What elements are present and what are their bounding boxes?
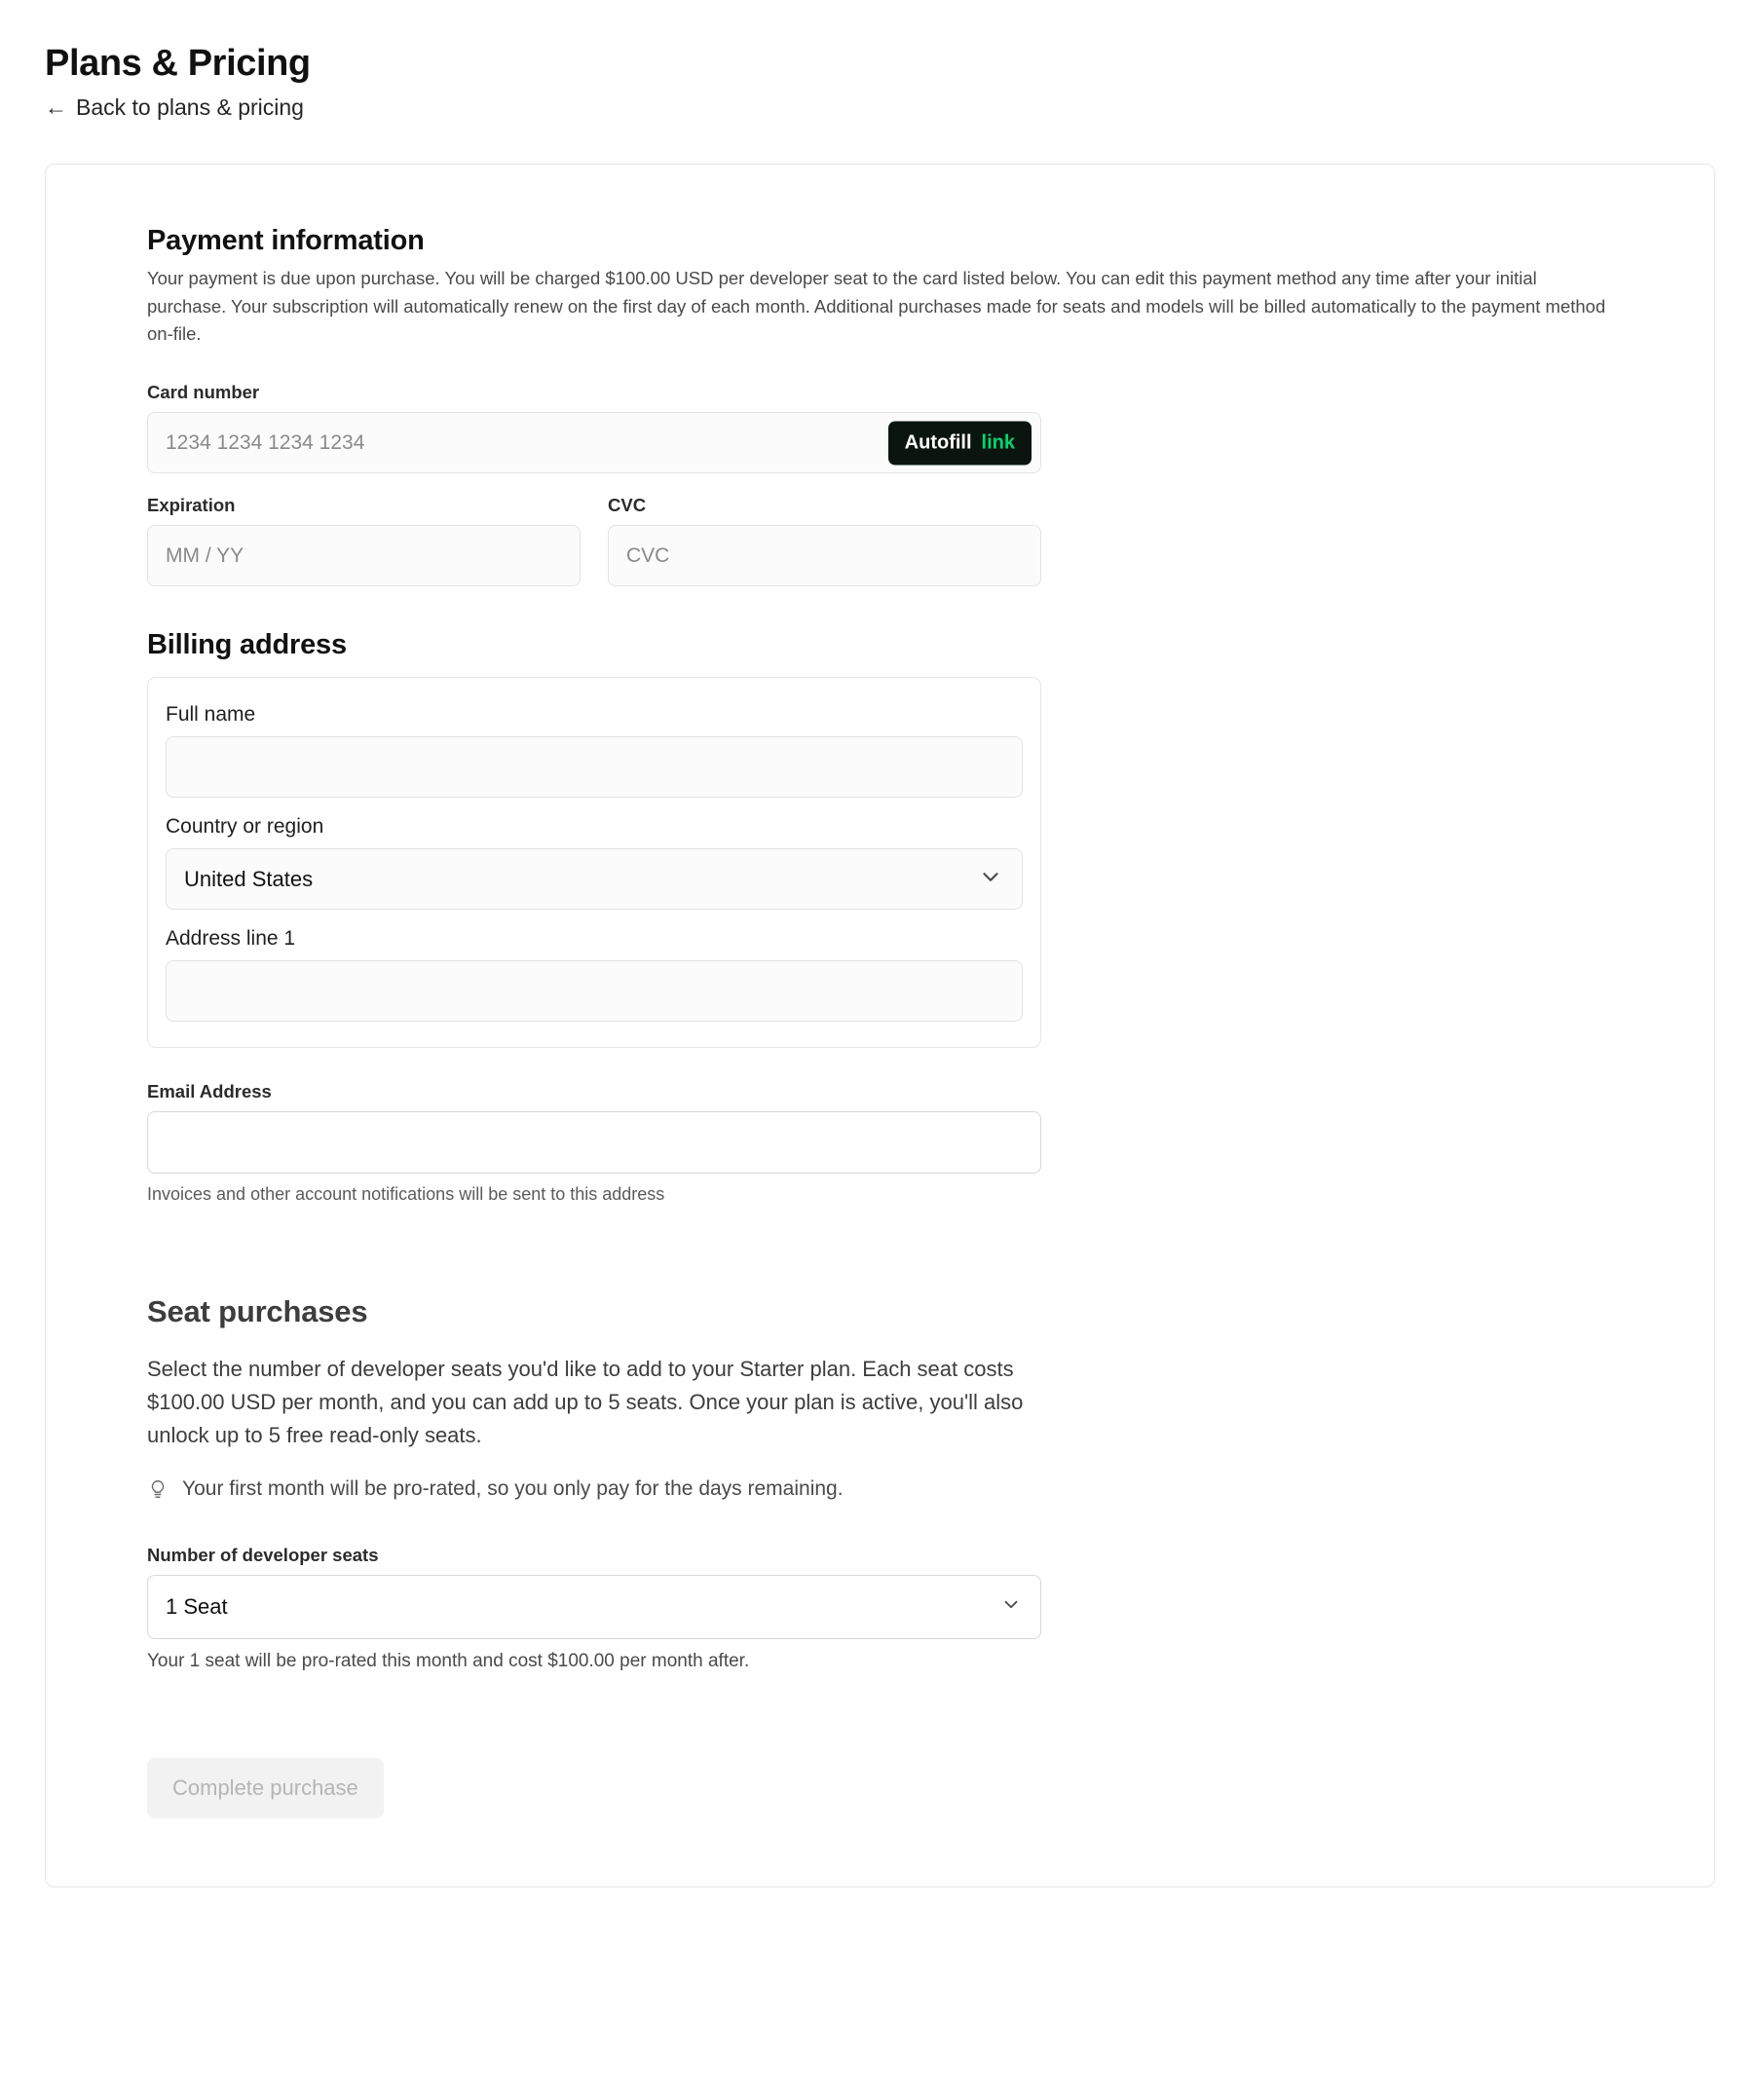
country-field [166, 815, 1023, 910]
checkout-card [45, 164, 1715, 1887]
expiration-field [147, 495, 581, 586]
full-name-label: Full name [166, 703, 256, 727]
complete-purchase-button[interactable]: Complete purchase [147, 1758, 384, 1818]
address-line-1-label: Address line 1 [166, 927, 296, 951]
seat-purchases-heading: Seat purchases [147, 1294, 368, 1329]
developer-seats-helper-text: Your 1 seat will be pro-rated this month and cost $100.00 per month after. [147, 1650, 750, 1671]
email-helper-text: Invoices and other account notifications will be sent to this address [147, 1184, 665, 1205]
country-select-wrapper [166, 848, 1023, 910]
billing-address-heading: Billing address [147, 629, 347, 661]
back-to-plans-link[interactable] [45, 94, 304, 121]
payment-information-description: Your payment is due upon purchase. You will be charged $100.00 USD per developer seat to the card listed below. You can edit this payment method any time after your initial purchase. Your subscription will automatically renew on the first day of each month. Additional purchases made for seats and models will be billed automatically to the payment method on-file. [147, 268, 1606, 345]
developer-seats-field [147, 1545, 1041, 1672]
country-select[interactable] [166, 848, 1023, 910]
cvc-field [608, 495, 1041, 586]
cvc-input[interactable] [608, 525, 1041, 586]
developer-seats-select-wrapper [147, 1575, 1041, 1639]
autofill-label: Autofill [904, 431, 972, 454]
cvc-label: CVC [608, 495, 647, 516]
email-address-label: Email Address [147, 1081, 272, 1102]
card-number-label: Card number [147, 382, 260, 403]
email-address-field [147, 1081, 1041, 1205]
lightbulb-icon [147, 1477, 169, 1507]
developer-seats-value: 1 Seat [166, 1593, 228, 1619]
full-name-input[interactable] [166, 736, 1023, 798]
billing-address-box [147, 677, 1041, 1048]
email-address-input[interactable] [147, 1111, 1041, 1174]
country-label: Country or region [166, 815, 324, 839]
pro-rated-tip [147, 1477, 1613, 1507]
expiration-input[interactable] [147, 525, 581, 586]
link-brand-label: link [981, 431, 1015, 454]
country-select-value: United States [184, 866, 314, 891]
left-arrow-icon: ← [45, 94, 67, 120]
developer-seats-label: Number of developer seats [147, 1544, 379, 1565]
developer-seats-select[interactable] [147, 1575, 1041, 1639]
back-link-label: Back to plans & pricing [76, 94, 304, 120]
autofill-link-button[interactable] [888, 421, 1032, 465]
seat-purchases-description: Select the number of developer seats you'd like to add to your Starter plan. Each seat costs $100.00 USD per month, and you can add up to 5 seats. Once your plan is active, you'll also unlock up to 5 free read-only seats. [147, 1357, 1024, 1448]
expiration-label: Expiration [147, 495, 236, 516]
pro-rated-tip-text: Your first month will be pro-rated, so you only pay for the days remaining. [182, 1477, 844, 1501]
expiration-cvc-row [147, 495, 1041, 586]
address-line-1-field [166, 927, 1023, 1022]
page-title: Plans & Pricing [45, 43, 311, 84]
payment-information-heading: Payment information [147, 225, 425, 256]
full-name-field [166, 703, 1023, 798]
card-number-field-wrapper [147, 412, 1041, 473]
address-line-1-input[interactable] [166, 960, 1023, 1022]
